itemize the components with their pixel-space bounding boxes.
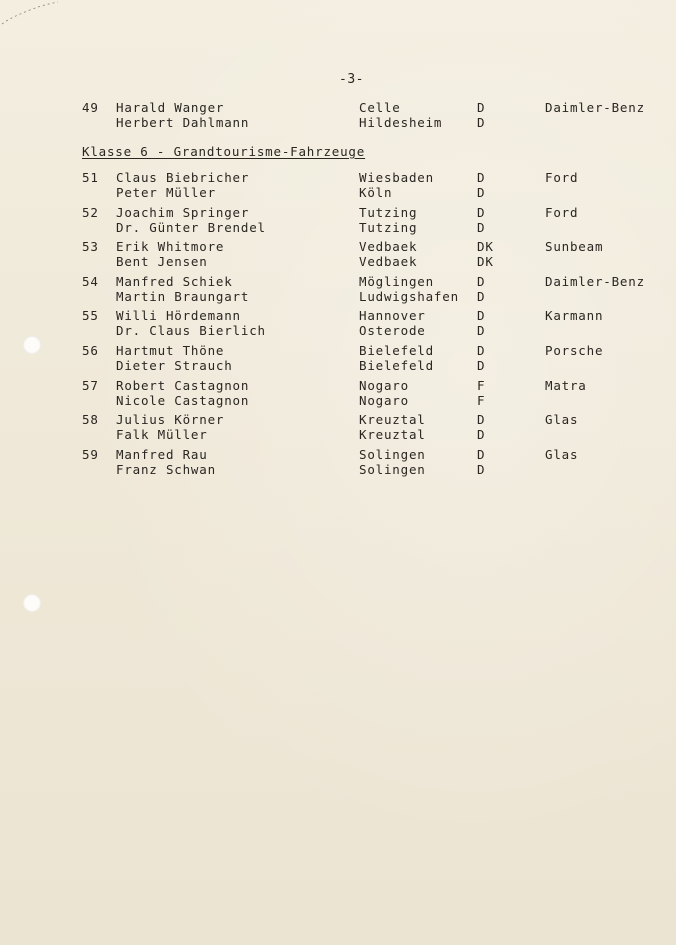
codriver-city: Ludwigshafen	[359, 289, 459, 304]
codriver-name: Franz Schwan	[116, 462, 216, 477]
car-make: Glas	[545, 412, 579, 427]
driver-city: Möglingen	[359, 274, 434, 289]
codriver-city: Bielefeld	[359, 358, 434, 373]
codriver-name: Nicole Castagnon	[116, 393, 250, 408]
driver-nationality: D	[477, 343, 486, 358]
driver-name: Hartmut Thöne	[116, 343, 225, 358]
codriver-city: Osterode	[359, 323, 426, 338]
codriver-name: Herbert Dahlmann	[116, 115, 250, 130]
car-make: Daimler-Benz	[545, 274, 645, 289]
driver-nationality: D	[477, 274, 486, 289]
driver-nationality: D	[477, 170, 486, 185]
codriver-nationality: D	[477, 185, 486, 200]
codriver-city: Kreuztal	[359, 427, 426, 442]
driver-city: Kreuztal	[359, 412, 426, 427]
driver-name: Robert Castagnon	[116, 378, 250, 393]
codriver-name: Martin Braungart	[116, 289, 250, 304]
driver-nationality: D	[477, 447, 486, 462]
codriver-nationality: DK	[477, 254, 494, 269]
car-make: Glas	[545, 447, 579, 462]
driver-nationality: D	[477, 100, 486, 115]
driver-name: Claus Biebricher	[116, 170, 250, 185]
entry-number: 59	[82, 447, 99, 462]
driver-city: Bielefeld	[359, 343, 434, 358]
codriver-name: Dr. Günter Brendel	[116, 220, 266, 235]
entry-number: 56	[82, 343, 99, 358]
punch-hole-top	[23, 336, 41, 354]
driver-name: Manfred Rau	[116, 447, 208, 462]
driver-name: Erik Whitmore	[116, 239, 225, 254]
codriver-name: Dieter Strauch	[116, 358, 233, 373]
codriver-nationality: D	[477, 462, 486, 477]
car-make: Karmann	[545, 308, 604, 323]
driver-city: Hannover	[359, 308, 426, 323]
car-make: Matra	[545, 378, 587, 393]
driver-nationality: D	[477, 412, 486, 427]
codriver-nationality: D	[477, 358, 486, 373]
codriver-city: Vedbaek	[359, 254, 418, 269]
driver-name: Joachim Springer	[116, 205, 250, 220]
entry-number: 51	[82, 170, 99, 185]
codriver-nationality: D	[477, 323, 486, 338]
page-number: -3-	[339, 72, 364, 87]
driver-nationality: D	[477, 308, 486, 323]
codriver-city: Solingen	[359, 462, 426, 477]
entry-number: 54	[82, 274, 99, 289]
driver-name: Harald Wanger	[116, 100, 225, 115]
driver-nationality: DK	[477, 239, 494, 254]
codriver-name: Bent Jensen	[116, 254, 208, 269]
codriver-nationality: D	[477, 289, 486, 304]
driver-city: Solingen	[359, 447, 426, 462]
codriver-city: Köln	[359, 185, 393, 200]
entry-number: 52	[82, 205, 99, 220]
entry-number: 55	[82, 308, 99, 323]
driver-city: Vedbaek	[359, 239, 418, 254]
codriver-name: Falk Müller	[116, 427, 208, 442]
car-make: Sunbeam	[545, 239, 604, 254]
car-make: Ford	[545, 170, 579, 185]
corner-scribble	[0, 0, 60, 30]
codriver-city: Tutzing	[359, 220, 418, 235]
codriver-nationality: D	[477, 115, 486, 130]
driver-city: Tutzing	[359, 205, 418, 220]
driver-city: Nogaro	[359, 378, 409, 393]
car-make: Porsche	[545, 343, 604, 358]
entry-number: 49	[82, 100, 99, 115]
driver-nationality: F	[477, 378, 486, 393]
car-make: Ford	[545, 205, 579, 220]
entry-number: 53	[82, 239, 99, 254]
car-make: Daimler-Benz	[545, 100, 645, 115]
driver-city: Wiesbaden	[359, 170, 434, 185]
codriver-city: Hildesheim	[359, 115, 443, 130]
codriver-nationality: D	[477, 220, 486, 235]
driver-name: Willi Hördemann	[116, 308, 241, 323]
entry-number: 57	[82, 378, 99, 393]
codriver-nationality: D	[477, 427, 486, 442]
driver-name: Manfred Schiek	[116, 274, 233, 289]
driver-name: Julius Körner	[116, 412, 225, 427]
codriver-name: Peter Müller	[116, 185, 216, 200]
codriver-nationality: F	[477, 393, 486, 408]
codriver-city: Nogaro	[359, 393, 409, 408]
driver-city: Celle	[359, 100, 401, 115]
entry-number: 58	[82, 412, 99, 427]
driver-nationality: D	[477, 205, 486, 220]
codriver-name: Dr. Claus Bierlich	[116, 323, 266, 338]
class-heading: Klasse 6 - Grandtourisme-Fahrzeuge	[82, 144, 366, 159]
punch-hole-bottom	[23, 594, 41, 612]
